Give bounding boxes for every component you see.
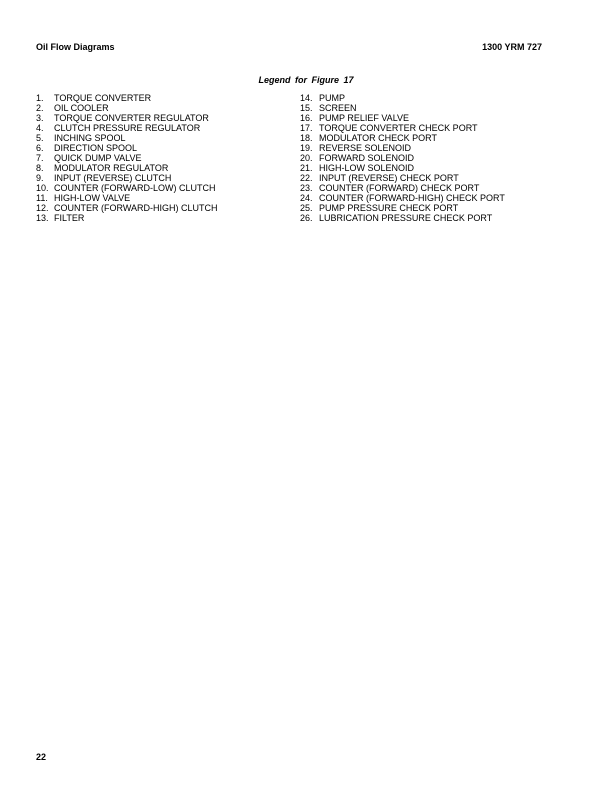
legend-item: [36, 103, 218, 113]
legend-item-label: FORWARD SOLENOID: [319, 153, 415, 163]
legend-item-label: HIGH-LOW VALVE: [54, 193, 131, 203]
legend-item: [300, 183, 505, 193]
legend-item: [36, 203, 218, 213]
legend-item: [36, 213, 218, 223]
legend-item-label: CLUTCH PRESSURE REGULATOR: [54, 123, 201, 133]
legend-item-number: 19.: [300, 143, 313, 153]
legend-item-label: PUMP: [319, 93, 346, 103]
legend-item-label: TORQUE CONVERTER REGULATOR: [54, 113, 209, 123]
legend-right-column: [300, 93, 505, 223]
legend-item-label: MODULATOR CHECK PORT: [319, 133, 438, 143]
legend-item-label: LUBRICATION PRESSURE CHECK PORT: [319, 213, 493, 223]
legend-item-number: 26.: [300, 213, 313, 223]
legend-item-number: 20.: [300, 153, 313, 163]
legend-item-label: INPUT (REVERSE) CHECK PORT: [319, 173, 459, 183]
legend-item: [36, 93, 218, 103]
section-title: Oil Flow Diagrams: [36, 42, 115, 52]
legend-item: [36, 173, 218, 183]
legend-item-label: DIRECTION SPOOL: [54, 143, 138, 153]
legend-item-label: REVERSE SOLENOID: [319, 143, 412, 153]
legend-item: [300, 203, 505, 213]
legend-item-number: 2.: [36, 103, 44, 113]
legend-item: [300, 143, 505, 153]
legend-item-label: COUNTER (FORWARD-HIGH) CHECK PORT: [319, 193, 505, 203]
legend-item: [300, 113, 505, 123]
legend-item-number: 4.: [36, 123, 44, 133]
legend-item-label: COUNTER (FORWARD) CHECK PORT: [319, 183, 480, 193]
legend-item: [300, 193, 505, 203]
legend-item-number: 6.: [36, 143, 44, 153]
legend-item-number: 5.: [36, 133, 44, 143]
legend-item-number: 21.: [300, 163, 313, 173]
legend-item-number: 7.: [36, 153, 44, 163]
legend-item-number: 22.: [300, 173, 313, 183]
legend-item: [36, 133, 218, 143]
legend-item-number: 3.: [36, 113, 44, 123]
legend-item-label: HIGH-LOW SOLENOID: [319, 163, 415, 173]
legend-item-number: 24.: [300, 193, 313, 203]
legend-item-number: 18.: [300, 133, 313, 143]
legend-item: [300, 213, 505, 223]
legend-item-label: OIL COOLER: [54, 103, 109, 113]
legend-item: [36, 123, 218, 133]
legend-item-label: MODULATOR REGULATOR: [54, 163, 169, 173]
legend-item: [36, 193, 218, 203]
legend-item: [36, 183, 218, 193]
legend-item-label: QUICK DUMP VALVE: [54, 153, 142, 163]
legend-item: [300, 123, 505, 133]
legend-item-label: COUNTER (FORWARD-HIGH) CLUTCH: [54, 203, 218, 213]
legend-title: Legend for Figure 17: [258, 75, 354, 85]
legend-item-label: PUMP PRESSURE CHECK PORT: [319, 203, 459, 213]
legend-item-number: 17.: [300, 123, 313, 133]
legend-item-number: 11.: [36, 193, 48, 203]
legend-item: [36, 153, 218, 163]
legend-item: [300, 163, 505, 173]
legend-item-number: 15.: [300, 103, 313, 113]
legend-item-number: 9.: [36, 173, 44, 183]
legend-item: [36, 163, 218, 173]
legend-item-number: 23.: [300, 183, 313, 193]
legend-item-number: 14.: [300, 93, 313, 103]
legend-item-number: 25.: [300, 203, 313, 213]
legend-item-label: TORQUE CONVERTER CHECK PORT: [319, 123, 478, 133]
legend-item-label: COUNTER (FORWARD-LOW) CLUTCH: [54, 183, 216, 193]
legend-item: [36, 113, 218, 123]
legend-item-number: 1.: [36, 93, 44, 103]
legend-item-label: INPUT (REVERSE) CLUTCH: [54, 173, 172, 183]
legend-item: [300, 93, 505, 103]
legend-item-number: 16.: [300, 113, 313, 123]
legend-item-label: PUMP RELIEF VALVE: [319, 113, 410, 123]
legend-item-number: 8.: [36, 163, 44, 173]
legend-item-number: 12.: [36, 203, 49, 213]
legend-item-label: FILTER: [54, 213, 85, 223]
legend-item: [300, 173, 505, 183]
legend-item-number: 13.: [36, 213, 49, 223]
legend-left-column: [36, 93, 218, 223]
legend-item-label: SCREEN: [319, 103, 357, 113]
legend-item-label: INCHING SPOOL: [54, 133, 126, 143]
legend-item: [300, 133, 505, 143]
legend-item: [300, 103, 505, 113]
page-number: 22: [36, 752, 47, 762]
legend-item: [36, 143, 218, 153]
legend-item: [300, 153, 505, 163]
legend-item-label: TORQUE CONVERTER: [54, 93, 152, 103]
document-code: 1300 YRM 727: [482, 42, 542, 52]
legend-item-number: 10.: [36, 183, 49, 193]
